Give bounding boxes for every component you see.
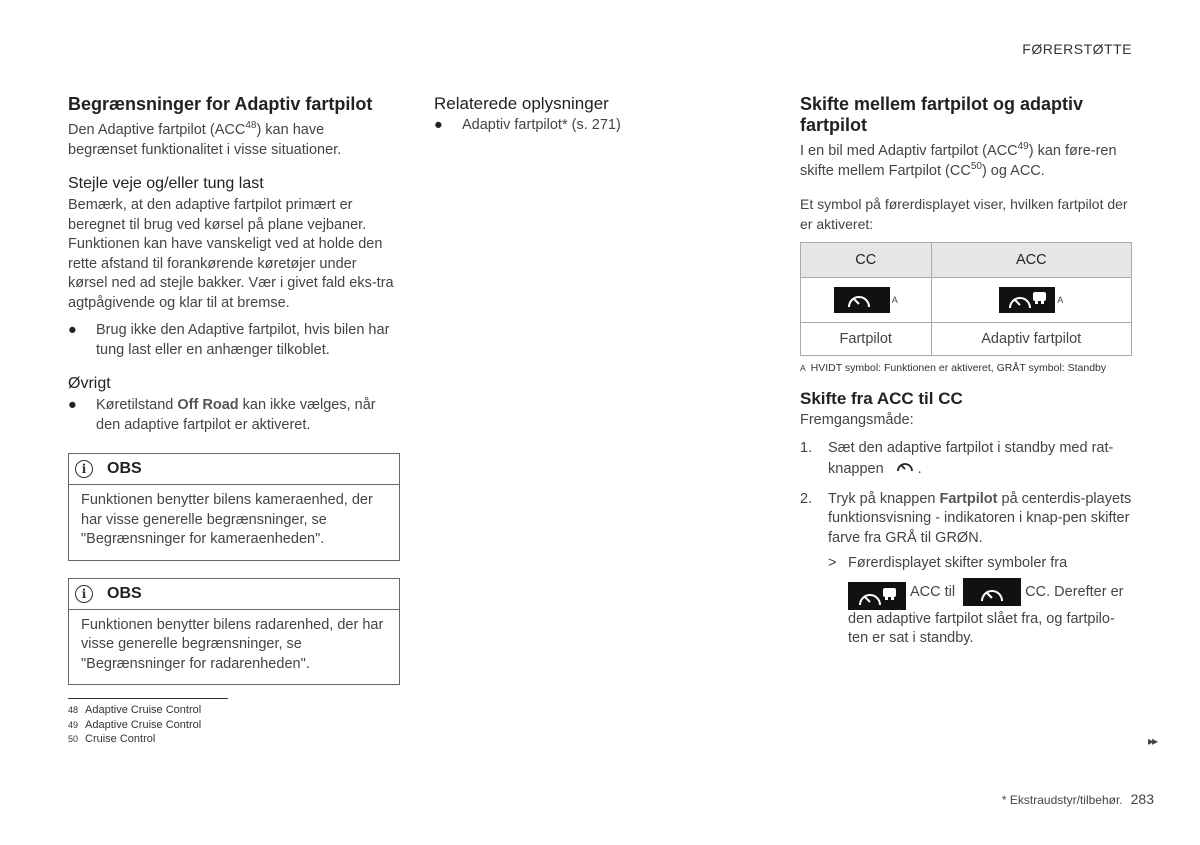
info-icon: i (75, 585, 93, 603)
footnote-item: 50 Cruise Control (68, 733, 156, 745)
speedometer-icon (963, 578, 1021, 606)
footnote-ref-50[interactable]: 50 (970, 160, 982, 172)
info-icon: i (75, 460, 93, 478)
table-label-acc: Adaptiv fartpilot (931, 323, 1132, 356)
left-intro: Den Adaptive fartpilot (ACC$^{48}$) kan have begrænset funktionalitet i visse situationer. (68, 120, 342, 158)
subheading-other: Øvrigt (68, 375, 111, 392)
footnote-item: 48 Adaptive Cruise Control (68, 704, 202, 716)
footnote-ref-48[interactable]: 48 (245, 120, 257, 132)
list-item: 2. Tryk på knappen Fartpilot på centerdis-playets funktionsvisning - indikatoren i knap-pen skifter farve fra GRÅ til GRØN. > Førerdisplayet skifter symboler fra ACC til CC. Derefter er den adaptive fartpilot slået fra, og fartpilo-ten er sat i standby. (800, 490, 1132, 649)
footnotes (68, 703, 201, 747)
list-item: ● Køretilstand Off Road kan ikke vælges, når den adaptive fartpilot er aktiveret. (68, 397, 376, 433)
right-title: Skifte mellem fartpilot og adaptiv fartpilot (800, 94, 1084, 135)
step-result: > Førerdisplayet skifter symboler fra ACC til CC. Derefter er den adaptive fartpilot slået fra, og fartpilo-ten er sat i standby. (828, 555, 1124, 646)
middle-column (434, 94, 734, 136)
list-item: 1. Sæt den adaptive fartpilot i standby med rat-knappen . (800, 439, 1132, 481)
right-intro: I en bil med Adaptiv fartpilot (ACC$^{49}$) kan føre-ren skifte mellem Fartpilot (CC$^{50}$) og ACC. (800, 141, 1117, 179)
page-number: 283 (1130, 791, 1154, 807)
related-list (434, 116, 734, 136)
list-item: ● Brug ikke den Adaptive fartpilot, hvis bilen har tung last eller en anhænger tilkoblet. (68, 322, 390, 358)
note-text: Funktionen benytter bilens kameraenhed, der har visse generelle begrænsninger, se "Begrænsninger for kameraenheden". (81, 492, 373, 547)
cruise-symbol-table: CC ACC A A Fartpilot Adaptiv fartpilot (800, 242, 1132, 356)
page-footer (1002, 791, 1154, 807)
footnote-ref-49[interactable]: 49 (1017, 141, 1029, 153)
optional-equipment-note: * Ekstraudstyr/tilbehør. (1001, 793, 1123, 807)
related-link[interactable]: ● Adaptiv fartpilot* (s. 271) (434, 117, 621, 133)
subheading-steep-roads: Stejle veje og/eller tung last (68, 175, 264, 192)
table-header-cc: CC (801, 243, 932, 278)
note-box-radar (68, 578, 400, 686)
footnote-item: 49 Adaptive Cruise Control (68, 718, 202, 731)
subheading-acc-to-cc: Skifte fra ACC til CC (800, 389, 963, 408)
procedure-steps (800, 439, 1132, 649)
note-text: Funktionen benytter bilens radarenhed, der har visse generelle begrænsninger, se "Begrænsninger for radarenheden". (81, 616, 384, 672)
other-list (68, 396, 400, 435)
note-title: OBS (107, 460, 142, 477)
note-title: OBS (107, 584, 142, 602)
note-box-camera (68, 453, 400, 561)
adaptive-cruise-icon (999, 287, 1055, 313)
steep-roads-text: Bemærk, at den adaptive fartpilot primært er beregnet til brug ved kørsel på plane vejbaner. Funktionen kan have vanskeligt ved at holde den rette afstand til forankørende køretøjer under kørsel ned ad stejle bakker. Vær i givet fald eks-tra agtpågivende og klar til at bremse. (68, 197, 394, 311)
table-note: A HVIDT symbol: Funktionen er aktiveret, GRÅT symbol: Standby (800, 362, 1107, 374)
table-header-acc: ACC (931, 243, 1132, 278)
left-title: Begrænsninger for Adaptiv fartpilot (68, 94, 373, 114)
procedure-label: Fremgangsmåde: (800, 412, 914, 428)
table-label-cc: Fartpilot (801, 323, 932, 356)
symbol-text: Et symbol på førerdisplayet viser, hvilken fartpilot der er aktiveret: (800, 196, 1128, 232)
next-page-icon[interactable]: ▸▸ (1148, 734, 1157, 748)
footnote-rule (68, 698, 228, 699)
speedometer-icon (834, 287, 890, 313)
steering-button-icon (896, 458, 914, 481)
right-column (800, 94, 1132, 649)
left-column (68, 94, 400, 685)
steep-roads-list (68, 321, 400, 360)
section-header: FØRERSTØTTE (1022, 41, 1132, 57)
adaptive-cruise-icon (848, 582, 906, 610)
related-info-title: Relaterede oplysninger (434, 94, 609, 113)
